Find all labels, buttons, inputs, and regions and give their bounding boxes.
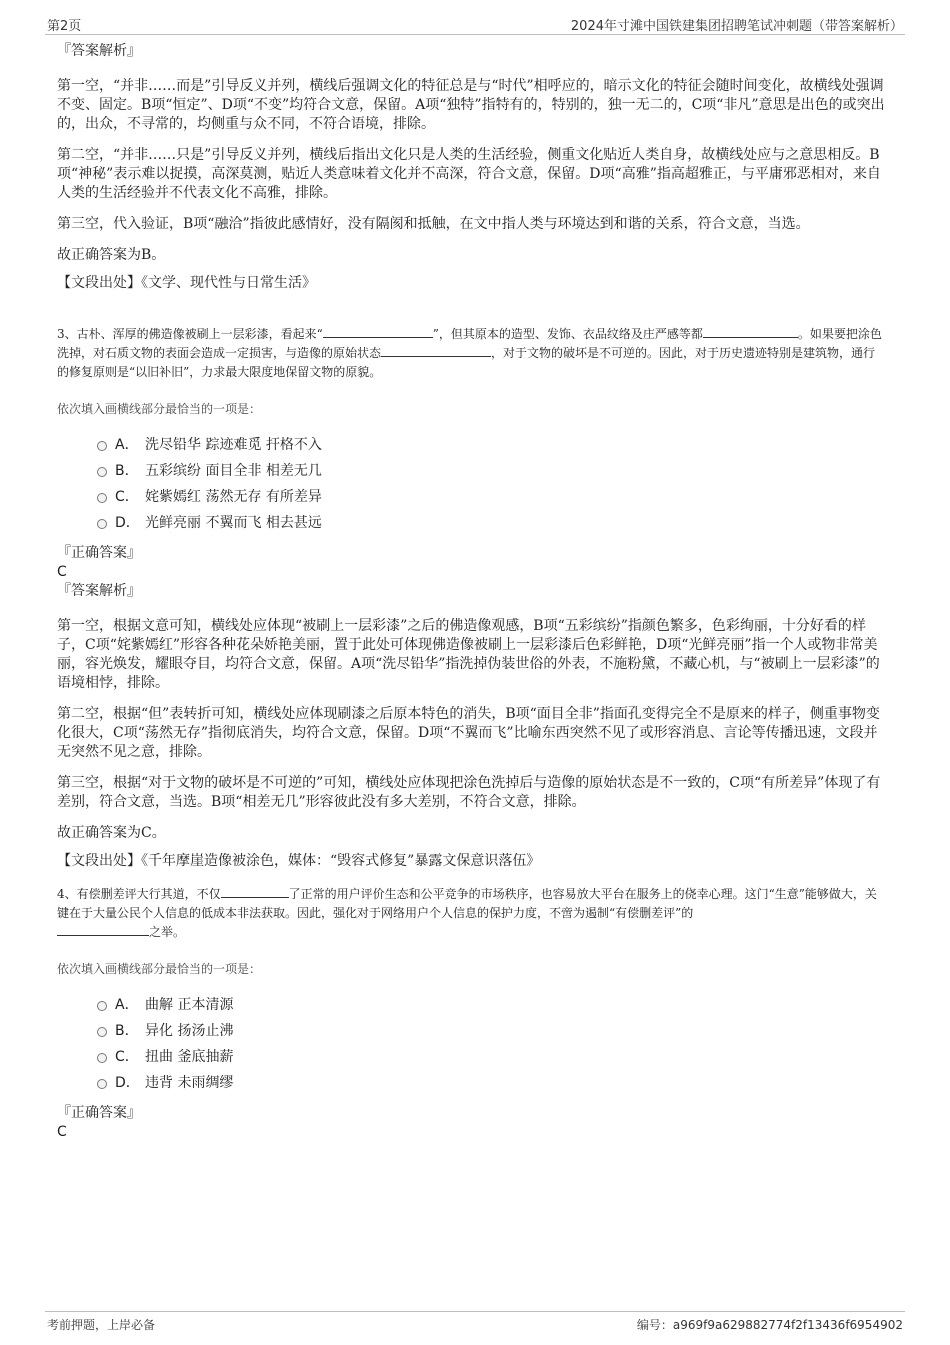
page-footer [45, 1311, 905, 1336]
question-4 [57, 885, 887, 1142]
radio-icon[interactable] [97, 1001, 107, 1011]
question-4-prompt: 依次填入画横线部分最恰当的一项是： [57, 962, 262, 976]
question-4-options [97, 992, 887, 1096]
q3-conclusion: 故正确答案为C。 [57, 825, 166, 841]
prev-analysis-p2: 第二空，“并非……只是”引导反义并列，横线后指出文化只是人类的生活经验，侧重文化贴近人类自身，故横线处应与之意思相反。B项“神秘”表示难以捉摸，高深莫测，贴近人类意味着文化并不高深，符合文意，保留。D项“高雅”指高超雅正，与平庸邪恶相对，来自人类的生活经验并不代表文化不高雅，排除。 [57, 147, 881, 201]
option-d[interactable]: D． 光鲜亮丽 不翼而飞 相去甚远 [97, 510, 887, 536]
analysis-p2: 第二空，根据“但”表转折可知，横线处应体现刷漆之后原本特色的消失，B项“面目全非”指面孔变得完全不是原来的样子，侧重事物变化很大，C项“荡然无存”指彻底消失，均符合文意，保留。D项“不翼而飞”比喻东西突然不见了或形容消息、言论等传播迅速，文段并无突然不见之意，排除。 [57, 706, 880, 760]
q3-source: 【文段出处】《千年摩崖造像被涂色，媒体：“毁容式修复”暴露文保意识落伍》 [57, 853, 541, 869]
page-number: 第2页 [47, 19, 82, 34]
footer-slogan: 考前押题，上岸必备 [47, 1318, 156, 1332]
question-3-options [97, 432, 887, 536]
option-b[interactable]: B． 异化 扬汤止沸 [97, 1018, 887, 1044]
prev-source: 【文段出处】《文学、现代性与日常生活》 [57, 275, 316, 291]
analysis-p3: 第三空，根据“对于文物的破坏是不可逆的”可知，横线处应体现把涂色洗掉后与造像的原始状态是不一致的，C项“有所差异”体现了有差别，符合文意，当选。B项“相差无几”形容彼此没有多大差别，不符合文意，排除。 [57, 775, 881, 810]
document-title: 2024年寸滩中国铁建集团招聘笔试冲刺题（带答案解析） [570, 19, 903, 34]
fill-blank-1 [221, 885, 289, 898]
analysis-p1: 第一空，根据文意可知，横线处应体现“被刷上一层彩漆”之后的佛造像观感，B项“五彩缤纷”指颜色繁多，色彩绚丽，十分好看的样子，C项“姹紫嫣红”形容各种花朵娇艳美丽，置于此处可体现佛造像被刷上一层彩漆后色彩鲜艳，D项“光鲜亮丽”指一个人或物非常美丽，容光焕发，耀眼夺目，均符合文意，保留。A项“洗尽铅华”指洗掉伪装世俗的外表，不施粉黛，不藏心机，与“被刷上一层彩漆”的语境相悖，排除。 [57, 618, 880, 691]
correct-answer-label: 『正确答案』 [57, 1105, 141, 1121]
correct-answer-label: 『正确答案』 [57, 545, 141, 561]
option-a[interactable]: A． 曲解 正本清源 [97, 992, 887, 1018]
radio-icon[interactable] [97, 519, 107, 529]
question-4-stem: 4、有偿删差评大行其道，不仅 了正常的用户评价生态和公平竞争的市场秩序，也容易放大平台在服务上的侥幸心理。这门“生意”能够做大，关键在于大量公民个人信息的低成本非法获取。因此，强化对于网络用户个人信息的保护力度，不啻为遏制“有偿删差评”的 之举。 [57, 887, 877, 939]
question-3-prompt: 依次填入画横线部分最恰当的一项是： [57, 402, 262, 416]
fill-blank-3 [381, 344, 491, 357]
option-c[interactable]: C． 扭曲 釜底抽薪 [97, 1044, 887, 1070]
fill-blank-1 [323, 325, 433, 338]
radio-icon[interactable] [97, 441, 107, 451]
document-serial: 编号：a969f9a629882774f2f13436f6954902 [636, 1318, 903, 1332]
option-c[interactable]: C． 姹紫嫣红 荡然无存 有所差异 [97, 484, 887, 510]
prev-conclusion: 故正确答案为B。 [57, 247, 166, 263]
option-a[interactable]: A． 洗尽铅华 踪迹难觅 扞格不入 [97, 432, 887, 458]
fill-blank-2 [57, 923, 149, 936]
document-body [57, 42, 887, 1142]
correct-answer: C [57, 1124, 67, 1140]
analysis-label: 『答案解析』 [57, 583, 141, 599]
radio-icon[interactable] [97, 1079, 107, 1089]
fill-blank-2 [703, 325, 798, 338]
radio-icon[interactable] [97, 467, 107, 477]
option-b[interactable]: B． 五彩缤纷 面目全非 相差无几 [97, 458, 887, 484]
radio-icon[interactable] [97, 1027, 107, 1037]
page-header [45, 12, 905, 35]
prev-analysis-label: 『答案解析』 [57, 43, 141, 59]
question-3-stem: 3、古朴、浑厚的佛造像被刷上一层彩漆，看起来“ ”，但其原本的造型、发饰、衣品纹络及庄严感等都 。如果要把涂色洗掉，对石质文物的表面会造成一定损害，与造像的原始状态 ，对于文物的破坏是不可逆的。因此，对于历史遗迹特别是建筑物，通行的修复原则是“以旧补旧”，力求最大限度地保留文物的原貌。 [57, 327, 882, 379]
question-3 [57, 325, 887, 871]
option-d[interactable]: D． 违背 未雨绸缪 [97, 1070, 887, 1096]
radio-icon[interactable] [97, 1053, 107, 1063]
radio-icon[interactable] [97, 493, 107, 503]
correct-answer: C [57, 564, 67, 580]
prev-analysis-p1: 第一空，“并非……而是”引导反义并列，横线后强调文化的特征总是与“时代”相呼应的，暗示文化的特征会随时间变化，故横线处强调不变、固定。B项“恒定”、D项“不变”均符合文意，保留。A项“独特”指特有的，特别的，独一无二的，C项“非凡”意思是出色的或突出的，出众，不寻常的，均侧重与众不同，不符合语境，排除。 [57, 78, 885, 132]
prev-analysis-p3: 第三空，代入验证，B项“融洽”指彼此感情好，没有隔阂和抵触，在文中指人类与环境达到和谐的关系，符合文意，当选。 [57, 216, 810, 232]
